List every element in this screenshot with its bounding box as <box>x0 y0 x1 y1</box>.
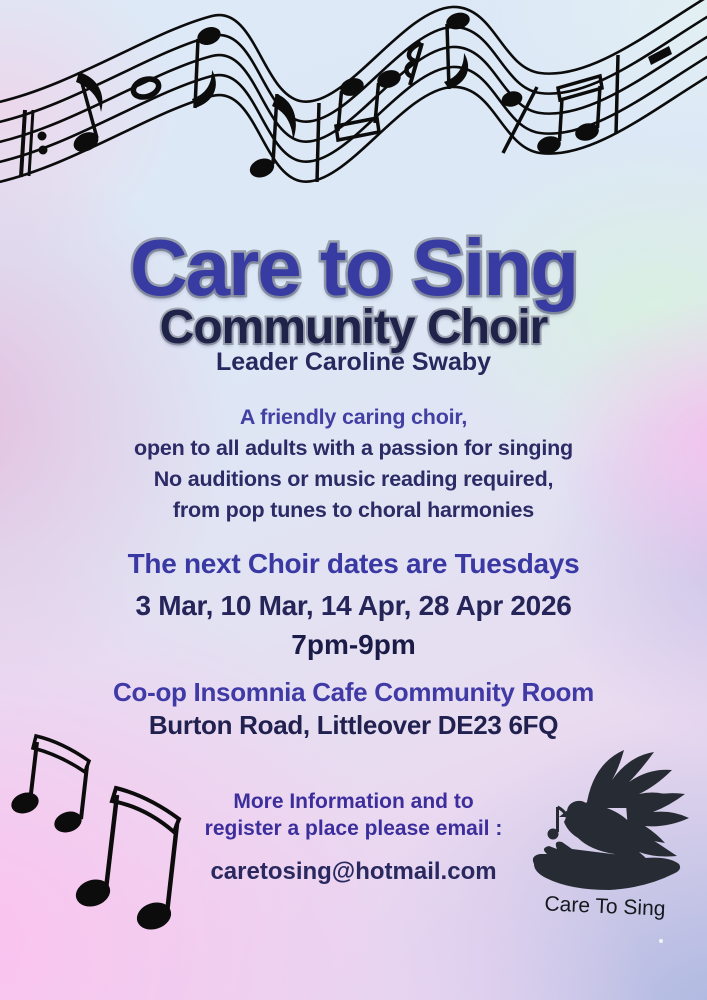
description-line: from pop tunes to choral harmonies <box>172 498 535 522</box>
venue-name: Co-op Insomnia Cafe Community Room <box>113 677 594 707</box>
page-title: Care to Sing <box>129 222 578 312</box>
music-staff-icon <box>0 0 707 200</box>
schedule-dates: 3 Mar, 10 Mar, 14 Apr, 28 Apr 2026 <box>135 590 572 621</box>
description <box>0 402 707 526</box>
schedule-heading: The next Choir dates are Tuesdays <box>127 548 580 579</box>
description-line: A friendly caring choir, <box>239 405 468 429</box>
dove-on-hand-icon <box>526 746 707 896</box>
schedule-time: 7pm-9pm <box>291 629 416 660</box>
contact-line: More Information and to <box>233 790 474 813</box>
beamed-notes-icon <box>8 712 208 947</box>
logo-text: Care To Sing <box>544 892 666 921</box>
description-line: No auditions or music reading required, <box>153 467 554 491</box>
contact-line: register a place please email : <box>204 816 503 840</box>
venue-address: Burton Road, Littleover DE23 6FQ <box>148 710 559 740</box>
contact-email: caretosing@hotmail.com <box>210 858 497 885</box>
subtitle: Community Choir <box>159 300 548 354</box>
leader-name: Leader Caroline Swaby <box>215 348 492 376</box>
description-line: open to all adults with a passion for singing <box>134 436 573 460</box>
dust-speck <box>659 939 663 943</box>
